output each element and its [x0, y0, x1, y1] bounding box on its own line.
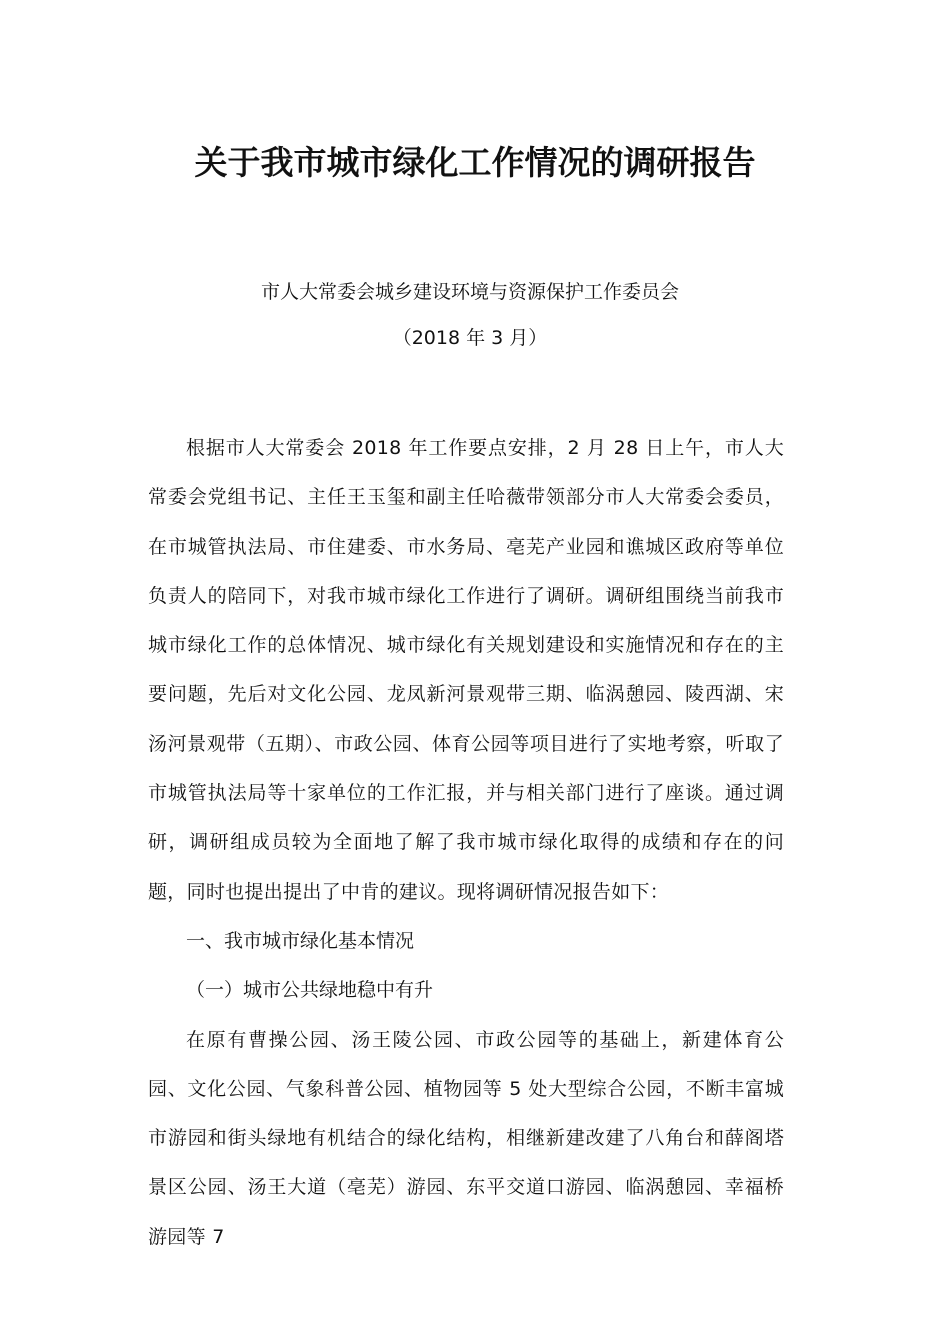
subsection-heading: （一）城市公共绿地稳中有升	[186, 979, 434, 1002]
document-author: 市人大常委会城乡建设环境与资源保护工作委员会	[260, 281, 679, 303]
document-body	[148, 424, 784, 1262]
document-title: 关于我市城市绿化工作情况的调研报告	[194, 143, 756, 182]
document-date: （2018 年 3 月）	[392, 327, 548, 349]
section-heading: 一、我市城市绿化基本情况	[186, 929, 415, 952]
body-paragraph: 在原有曹操公园、汤王陵公园、市政公园等的基础上，新建体育公园、文化公园、气象科普公园、植物园等 5 处大型综合公园，不断丰富城市游园和街头绿地有机结合的绿化结构，相继新建改建了八角台和薛阁塔景区公园、汤王大道（亳芜）游园、东平交道口游园、临涡憩园、幸福桥游园等 7	[148, 1028, 784, 1248]
intro-paragraph: 根据市人大常委会 2018 年工作要点安排，2 月 28 日上午，市人大常委会党组书记、主任王玉玺和副主任哈薇带领部分市人大常委会委员，在市城管执法局、市住建委、市水务局、亳芜产业园和谯城区政府等单位负责人的陪同下，对我市城市绿化工作进行了调研。调研组围绕当前我市城市绿化工作的总体情况、城市绿化有关规划建设和实施情况和存在的主要问题，先后对文化公园、龙凤新河景观带三期、临涡憩园、陵西湖、宋汤河景观带（五期）、市政公园、体育公园等项目进行了实地考察，听取了市城管执法局等十家单位的工作汇报，并与相关部门进行了座谈。通过调研，调研组成员较为全面地了解了我市城市绿化取得的成绩和存在的问题，同时也提出提出了中肯的建议。现将调研情况报告如下：	[148, 437, 784, 903]
